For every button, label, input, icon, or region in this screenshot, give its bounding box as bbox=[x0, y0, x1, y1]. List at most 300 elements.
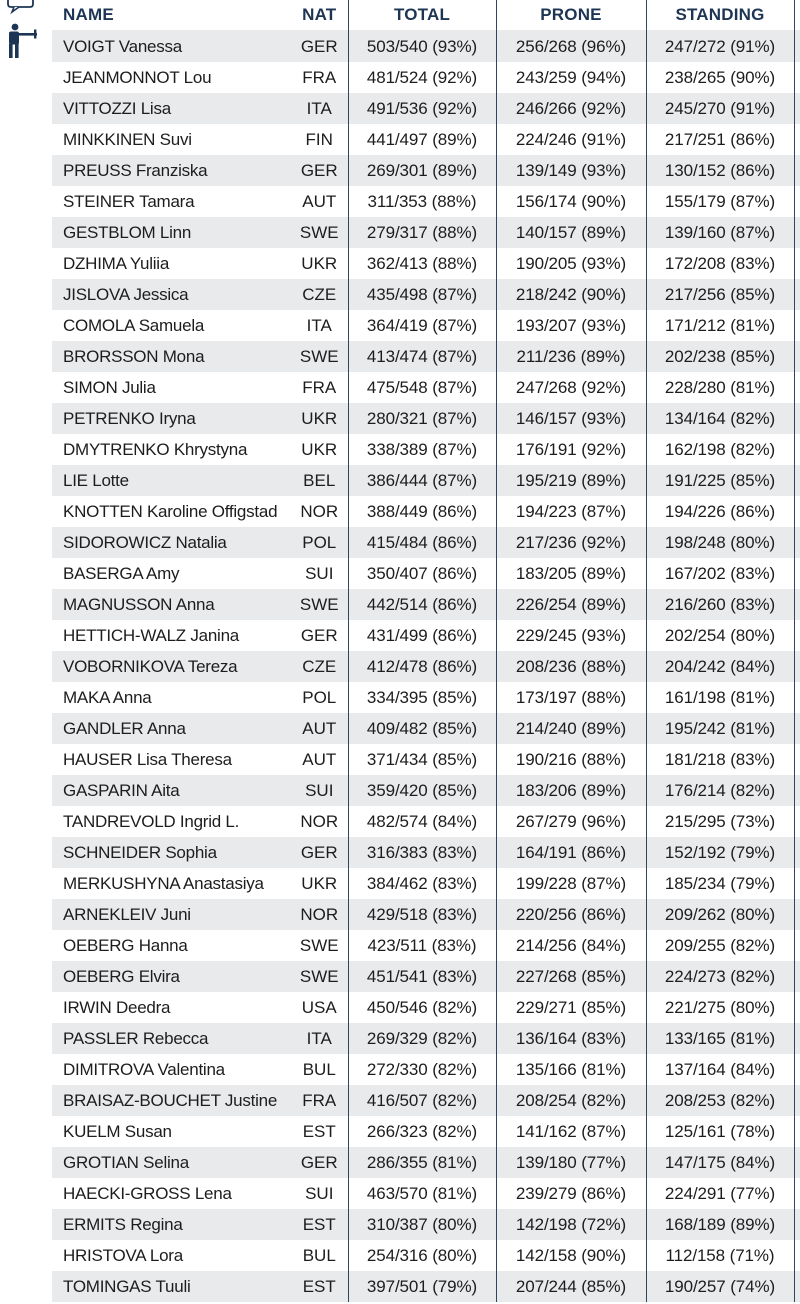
table-row bbox=[52, 1116, 800, 1147]
total-cell: 310/387 (80%) bbox=[348, 1209, 496, 1240]
athlete-name-cell: LIE Lotte bbox=[52, 465, 291, 496]
standing-cell: 202/238 (85%) bbox=[646, 341, 794, 372]
nation-cell: NOR bbox=[291, 806, 348, 837]
athlete-name-cell: COMOLA Samuela bbox=[52, 310, 291, 341]
prone-cell: 195/219 (89%) bbox=[496, 465, 646, 496]
table-row bbox=[52, 744, 800, 775]
nation-cell: SWE bbox=[291, 961, 348, 992]
nation-cell: UKR bbox=[291, 403, 348, 434]
standing-cell: 139/160 (87%) bbox=[646, 217, 794, 248]
athlete-name-cell: BRAISAZ-BOUCHET Justine bbox=[52, 1085, 291, 1116]
standing-cell: 168/189 (89%) bbox=[646, 1209, 794, 1240]
athlete-name-cell: VOBORNIKOVA Tereza bbox=[52, 651, 291, 682]
extra-cell bbox=[794, 1178, 800, 1209]
athlete-name-cell: GANDLER Anna bbox=[52, 713, 291, 744]
table-row bbox=[52, 1240, 800, 1271]
athlete-name-cell: VOIGT Vanessa bbox=[52, 30, 291, 62]
prone-cell: 214/240 (89%) bbox=[496, 713, 646, 744]
total-cell: 412/478 (86%) bbox=[348, 651, 496, 682]
extra-cell bbox=[794, 186, 800, 217]
standing-cell: 209/262 (80%) bbox=[646, 899, 794, 930]
prone-cell: 211/236 (89%) bbox=[496, 341, 646, 372]
total-cell: 316/383 (83%) bbox=[348, 837, 496, 868]
total-cell: 416/507 (82%) bbox=[348, 1085, 496, 1116]
extra-cell bbox=[794, 527, 800, 558]
standing-cell: 172/208 (83%) bbox=[646, 248, 794, 279]
prone-cell: 217/236 (92%) bbox=[496, 527, 646, 558]
table-row bbox=[52, 713, 800, 744]
nation-cell: AUT bbox=[291, 186, 348, 217]
extra-cell bbox=[794, 1209, 800, 1240]
nation-cell: CZE bbox=[291, 651, 348, 682]
prone-cell: 135/166 (81%) bbox=[496, 1054, 646, 1085]
standing-cell: 215/295 (73%) bbox=[646, 806, 794, 837]
athlete-name-cell: STEINER Tamara bbox=[52, 186, 291, 217]
extra-cell bbox=[794, 992, 800, 1023]
table-body bbox=[52, 30, 800, 1302]
table-row bbox=[52, 30, 800, 62]
standing-cell: 198/248 (80%) bbox=[646, 527, 794, 558]
table-row bbox=[52, 651, 800, 682]
table-row bbox=[52, 930, 800, 961]
nation-cell: SWE bbox=[291, 589, 348, 620]
prone-cell: 139/149 (93%) bbox=[496, 155, 646, 186]
biathlete-shooting-icon bbox=[9, 24, 37, 58]
nation-cell: SWE bbox=[291, 217, 348, 248]
athlete-name-cell: GESTBLOM Linn bbox=[52, 217, 291, 248]
prone-cell: 140/157 (89%) bbox=[496, 217, 646, 248]
table-row bbox=[52, 248, 800, 279]
table-row bbox=[52, 434, 800, 465]
athlete-name-cell: JISLOVA Jessica bbox=[52, 279, 291, 310]
table-row bbox=[52, 496, 800, 527]
nation-cell: AUT bbox=[291, 713, 348, 744]
standing-cell: 224/273 (82%) bbox=[646, 961, 794, 992]
athlete-name-cell: ERMITS Regina bbox=[52, 1209, 291, 1240]
prone-cell: 164/191 (86%) bbox=[496, 837, 646, 868]
prone-cell: 246/266 (92%) bbox=[496, 93, 646, 124]
table-row bbox=[52, 62, 800, 93]
extra-cell bbox=[794, 341, 800, 372]
column-header-nat: NAT bbox=[291, 0, 348, 30]
athlete-name-cell: PASSLER Rebecca bbox=[52, 1023, 291, 1054]
standing-cell: 194/226 (86%) bbox=[646, 496, 794, 527]
prone-cell: 227/268 (85%) bbox=[496, 961, 646, 992]
table-row bbox=[52, 806, 800, 837]
total-cell: 254/316 (80%) bbox=[348, 1240, 496, 1271]
nation-cell: NOR bbox=[291, 899, 348, 930]
athlete-name-cell: HAUSER Lisa Theresa bbox=[52, 744, 291, 775]
prone-cell: 156/174 (90%) bbox=[496, 186, 646, 217]
extra-cell bbox=[794, 1271, 800, 1302]
table-row bbox=[52, 961, 800, 992]
nation-cell: GER bbox=[291, 837, 348, 868]
table-row bbox=[52, 868, 800, 899]
prone-cell: 207/244 (85%) bbox=[496, 1271, 646, 1302]
side-icons bbox=[0, 0, 50, 60]
standing-cell: 228/280 (81%) bbox=[646, 372, 794, 403]
nation-cell: SUI bbox=[291, 1178, 348, 1209]
prone-cell: 142/158 (90%) bbox=[496, 1240, 646, 1271]
athlete-name-cell: TANDREVOLD Ingrid L. bbox=[52, 806, 291, 837]
total-cell: 269/329 (82%) bbox=[348, 1023, 496, 1054]
prone-cell: 247/268 (92%) bbox=[496, 372, 646, 403]
athlete-name-cell: HETTICH-WALZ Janina bbox=[52, 620, 291, 651]
extra-cell bbox=[794, 248, 800, 279]
standing-cell: 238/265 (90%) bbox=[646, 62, 794, 93]
athlete-name-cell: MAGNUSSON Anna bbox=[52, 589, 291, 620]
nation-cell: POL bbox=[291, 527, 348, 558]
table-row bbox=[52, 403, 800, 434]
total-cell: 463/570 (81%) bbox=[348, 1178, 496, 1209]
table-row bbox=[52, 1054, 800, 1085]
total-cell: 364/419 (87%) bbox=[348, 310, 496, 341]
prone-cell: 267/279 (96%) bbox=[496, 806, 646, 837]
total-cell: 384/462 (83%) bbox=[348, 868, 496, 899]
nation-cell: SWE bbox=[291, 341, 348, 372]
prone-cell: 208/254 (82%) bbox=[496, 1085, 646, 1116]
table-row bbox=[52, 837, 800, 868]
athlete-name-cell: OEBERG Elvira bbox=[52, 961, 291, 992]
prone-cell: 229/245 (93%) bbox=[496, 620, 646, 651]
prone-cell: 173/197 (88%) bbox=[496, 682, 646, 713]
standing-cell: 247/272 (91%) bbox=[646, 30, 794, 62]
nation-cell: EST bbox=[291, 1271, 348, 1302]
standing-cell: 125/161 (78%) bbox=[646, 1116, 794, 1147]
nation-cell: CZE bbox=[291, 279, 348, 310]
prone-cell: 142/198 (72%) bbox=[496, 1209, 646, 1240]
standing-cell: 224/291 (77%) bbox=[646, 1178, 794, 1209]
extra-cell bbox=[794, 372, 800, 403]
athlete-name-cell: BASERGA Amy bbox=[52, 558, 291, 589]
total-cell: 475/548 (87%) bbox=[348, 372, 496, 403]
prone-cell: 229/271 (85%) bbox=[496, 992, 646, 1023]
nation-cell: FIN bbox=[291, 124, 348, 155]
athlete-name-cell: GROTIAN Selina bbox=[52, 1147, 291, 1178]
total-cell: 442/514 (86%) bbox=[348, 589, 496, 620]
standing-cell: 133/165 (81%) bbox=[646, 1023, 794, 1054]
column-header-name: NAME bbox=[52, 0, 291, 30]
table-row bbox=[52, 124, 800, 155]
extra-cell bbox=[794, 279, 800, 310]
total-cell: 362/413 (88%) bbox=[348, 248, 496, 279]
athlete-name-cell: DMYTRENKO Khrystyna bbox=[52, 434, 291, 465]
extra-cell bbox=[794, 1147, 800, 1178]
extra-cell bbox=[794, 558, 800, 589]
athlete-name-cell: MINKKINEN Suvi bbox=[52, 124, 291, 155]
table-row bbox=[52, 310, 800, 341]
extra-cell bbox=[794, 310, 800, 341]
table-row bbox=[52, 899, 800, 930]
athlete-name-cell: ARNEKLEIV Juni bbox=[52, 899, 291, 930]
extra-cell bbox=[794, 1240, 800, 1271]
extra-cell bbox=[794, 496, 800, 527]
table-row bbox=[52, 620, 800, 651]
total-cell: 388/449 (86%) bbox=[348, 496, 496, 527]
nation-cell: UKR bbox=[291, 248, 348, 279]
table-row bbox=[52, 1209, 800, 1240]
extra-cell bbox=[794, 961, 800, 992]
column-header-standing: STANDING bbox=[646, 0, 794, 30]
nation-cell: GER bbox=[291, 30, 348, 62]
athlete-name-cell: GASPARIN Aita bbox=[52, 775, 291, 806]
nation-cell: GER bbox=[291, 1147, 348, 1178]
nation-cell: GER bbox=[291, 155, 348, 186]
standing-cell: 137/164 (84%) bbox=[646, 1054, 794, 1085]
prone-cell: 139/180 (77%) bbox=[496, 1147, 646, 1178]
nation-cell: UKR bbox=[291, 868, 348, 899]
total-cell: 491/536 (92%) bbox=[348, 93, 496, 124]
table-header bbox=[52, 0, 800, 30]
extra-cell bbox=[794, 589, 800, 620]
extra-cell bbox=[794, 124, 800, 155]
standing-cell: 202/254 (80%) bbox=[646, 620, 794, 651]
standing-cell: 155/179 (87%) bbox=[646, 186, 794, 217]
standing-cell: 191/225 (85%) bbox=[646, 465, 794, 496]
standing-cell: 221/275 (80%) bbox=[646, 992, 794, 1023]
athlete-name-cell: MAKA Anna bbox=[52, 682, 291, 713]
total-cell: 482/574 (84%) bbox=[348, 806, 496, 837]
athlete-name-cell: HRISTOVA Lora bbox=[52, 1240, 291, 1271]
table-row bbox=[52, 1085, 800, 1116]
standing-cell: 176/214 (82%) bbox=[646, 775, 794, 806]
table-row bbox=[52, 1023, 800, 1054]
athlete-name-cell: SIMON Julia bbox=[52, 372, 291, 403]
total-cell: 350/407 (86%) bbox=[348, 558, 496, 589]
total-cell: 386/444 (87%) bbox=[348, 465, 496, 496]
total-cell: 311/353 (88%) bbox=[348, 186, 496, 217]
column-header-extra bbox=[794, 0, 800, 30]
total-cell: 441/497 (89%) bbox=[348, 124, 496, 155]
standing-cell: 204/242 (84%) bbox=[646, 651, 794, 682]
extra-cell bbox=[794, 62, 800, 93]
extra-cell bbox=[794, 403, 800, 434]
table-row bbox=[52, 155, 800, 186]
extra-cell bbox=[794, 465, 800, 496]
total-cell: 435/498 (87%) bbox=[348, 279, 496, 310]
extra-cell bbox=[794, 713, 800, 744]
total-cell: 451/541 (83%) bbox=[348, 961, 496, 992]
nation-cell: SUI bbox=[291, 775, 348, 806]
table-row bbox=[52, 589, 800, 620]
extra-cell bbox=[794, 899, 800, 930]
nation-cell: ITA bbox=[291, 93, 348, 124]
total-cell: 266/323 (82%) bbox=[348, 1116, 496, 1147]
nation-cell: SWE bbox=[291, 930, 348, 961]
prone-cell: 199/228 (87%) bbox=[496, 868, 646, 899]
standing-cell: 245/270 (91%) bbox=[646, 93, 794, 124]
prone-cell: 256/268 (96%) bbox=[496, 30, 646, 62]
extra-cell bbox=[794, 1116, 800, 1147]
nation-cell: AUT bbox=[291, 744, 348, 775]
standing-cell: 190/257 (74%) bbox=[646, 1271, 794, 1302]
standing-cell: 217/256 (85%) bbox=[646, 279, 794, 310]
prone-cell: 218/242 (90%) bbox=[496, 279, 646, 310]
prone-cell: 183/206 (89%) bbox=[496, 775, 646, 806]
prone-cell: 239/279 (86%) bbox=[496, 1178, 646, 1209]
table-row bbox=[52, 217, 800, 248]
standing-cell: 185/234 (79%) bbox=[646, 868, 794, 899]
nation-cell: EST bbox=[291, 1116, 348, 1147]
table-row bbox=[52, 465, 800, 496]
nation-cell: FRA bbox=[291, 1085, 348, 1116]
total-cell: 431/499 (86%) bbox=[348, 620, 496, 651]
table-row bbox=[52, 93, 800, 124]
standing-cell: 167/202 (83%) bbox=[646, 558, 794, 589]
column-header-prone: PRONE bbox=[496, 0, 646, 30]
prone-cell: 146/157 (93%) bbox=[496, 403, 646, 434]
table-row bbox=[52, 558, 800, 589]
prone-cell: 141/162 (87%) bbox=[496, 1116, 646, 1147]
standing-cell: 209/255 (82%) bbox=[646, 930, 794, 961]
table-row bbox=[52, 527, 800, 558]
nation-cell: EST bbox=[291, 1209, 348, 1240]
nation-cell: GER bbox=[291, 620, 348, 651]
standing-cell: 161/198 (81%) bbox=[646, 682, 794, 713]
table-row bbox=[52, 372, 800, 403]
standing-cell: 216/260 (83%) bbox=[646, 589, 794, 620]
athlete-name-cell: PREUSS Franziska bbox=[52, 155, 291, 186]
extra-cell bbox=[794, 682, 800, 713]
extra-cell bbox=[794, 775, 800, 806]
side-icon-svg bbox=[0, 0, 46, 60]
total-cell: 359/420 (85%) bbox=[348, 775, 496, 806]
table-row bbox=[52, 341, 800, 372]
athlete-name-cell: VITTOZZI Lisa bbox=[52, 93, 291, 124]
extra-cell bbox=[794, 434, 800, 465]
standing-cell: 195/242 (81%) bbox=[646, 713, 794, 744]
extra-cell bbox=[794, 868, 800, 899]
total-cell: 371/434 (85%) bbox=[348, 744, 496, 775]
athlete-name-cell: BRORSSON Mona bbox=[52, 341, 291, 372]
standing-cell: 134/164 (82%) bbox=[646, 403, 794, 434]
athlete-name-cell: SCHNEIDER Sophia bbox=[52, 837, 291, 868]
athlete-name-cell: SIDOROWICZ Natalia bbox=[52, 527, 291, 558]
nation-cell: BUL bbox=[291, 1240, 348, 1271]
extra-cell bbox=[794, 744, 800, 775]
extra-cell bbox=[794, 1023, 800, 1054]
total-cell: 272/330 (82%) bbox=[348, 1054, 496, 1085]
athlete-name-cell: DZHIMA Yuliia bbox=[52, 248, 291, 279]
nation-cell: NOR bbox=[291, 496, 348, 527]
nation-cell: ITA bbox=[291, 1023, 348, 1054]
table-row bbox=[52, 775, 800, 806]
table-row bbox=[52, 992, 800, 1023]
standing-cell: 171/212 (81%) bbox=[646, 310, 794, 341]
athlete-name-cell: OEBERG Hanna bbox=[52, 930, 291, 961]
total-cell: 286/355 (81%) bbox=[348, 1147, 496, 1178]
athlete-name-cell: JEANMONNOT Lou bbox=[52, 62, 291, 93]
total-cell: 481/524 (92%) bbox=[348, 62, 496, 93]
standing-cell: 112/158 (71%) bbox=[646, 1240, 794, 1271]
prone-cell: 176/191 (92%) bbox=[496, 434, 646, 465]
table-row bbox=[52, 1178, 800, 1209]
prone-cell: 214/256 (84%) bbox=[496, 930, 646, 961]
header-row bbox=[52, 0, 800, 30]
total-cell: 429/518 (83%) bbox=[348, 899, 496, 930]
total-cell: 269/301 (89%) bbox=[348, 155, 496, 186]
prone-cell: 243/259 (94%) bbox=[496, 62, 646, 93]
nation-cell: BEL bbox=[291, 465, 348, 496]
prone-cell: 220/256 (86%) bbox=[496, 899, 646, 930]
nation-cell: ITA bbox=[291, 310, 348, 341]
total-cell: 280/321 (87%) bbox=[348, 403, 496, 434]
athlete-name-cell: DIMITROVA Valentina bbox=[52, 1054, 291, 1085]
extra-cell bbox=[794, 837, 800, 868]
athlete-name-cell: PETRENKO Iryna bbox=[52, 403, 291, 434]
table-row bbox=[52, 279, 800, 310]
standing-cell: 162/198 (82%) bbox=[646, 434, 794, 465]
prone-cell: 193/207 (93%) bbox=[496, 310, 646, 341]
standing-cell: 130/152 (86%) bbox=[646, 155, 794, 186]
total-cell: 415/484 (86%) bbox=[348, 527, 496, 558]
table-row bbox=[52, 1147, 800, 1178]
athlete-name-cell: KNOTTEN Karoline Offigstad bbox=[52, 496, 291, 527]
comment-icon bbox=[8, 0, 33, 12]
extra-cell bbox=[794, 30, 800, 62]
table-row bbox=[52, 682, 800, 713]
standing-cell: 152/192 (79%) bbox=[646, 837, 794, 868]
extra-cell bbox=[794, 620, 800, 651]
extra-cell bbox=[794, 93, 800, 124]
prone-cell: 226/254 (89%) bbox=[496, 589, 646, 620]
prone-cell: 208/236 (88%) bbox=[496, 651, 646, 682]
prone-cell: 136/164 (83%) bbox=[496, 1023, 646, 1054]
column-header-total: TOTAL bbox=[348, 0, 496, 30]
athlete-name-cell: HAECKI-GROSS Lena bbox=[52, 1178, 291, 1209]
nation-cell: POL bbox=[291, 682, 348, 713]
prone-cell: 194/223 (87%) bbox=[496, 496, 646, 527]
table-row bbox=[52, 1271, 800, 1302]
athlete-name-cell: KUELM Susan bbox=[52, 1116, 291, 1147]
total-cell: 279/317 (88%) bbox=[348, 217, 496, 248]
extra-cell bbox=[794, 1085, 800, 1116]
extra-cell bbox=[794, 217, 800, 248]
athlete-name-cell: IRWIN Deedra bbox=[52, 992, 291, 1023]
table-row bbox=[52, 186, 800, 217]
total-cell: 423/511 (83%) bbox=[348, 930, 496, 961]
prone-cell: 190/216 (88%) bbox=[496, 744, 646, 775]
extra-cell bbox=[794, 155, 800, 186]
nation-cell: BUL bbox=[291, 1054, 348, 1085]
extra-cell bbox=[794, 930, 800, 961]
nation-cell: FRA bbox=[291, 372, 348, 403]
total-cell: 334/395 (85%) bbox=[348, 682, 496, 713]
nation-cell: SUI bbox=[291, 558, 348, 589]
standing-cell: 147/175 (84%) bbox=[646, 1147, 794, 1178]
total-cell: 397/501 (79%) bbox=[348, 1271, 496, 1302]
nation-cell: UKR bbox=[291, 434, 348, 465]
extra-cell bbox=[794, 806, 800, 837]
standing-cell: 217/251 (86%) bbox=[646, 124, 794, 155]
nation-cell: FRA bbox=[291, 62, 348, 93]
athlete-name-cell: TOMINGAS Tuuli bbox=[52, 1271, 291, 1302]
nation-cell: USA bbox=[291, 992, 348, 1023]
prone-cell: 224/246 (91%) bbox=[496, 124, 646, 155]
prone-cell: 190/205 (93%) bbox=[496, 248, 646, 279]
total-cell: 413/474 (87%) bbox=[348, 341, 496, 372]
total-cell: 338/389 (87%) bbox=[348, 434, 496, 465]
total-cell: 450/546 (82%) bbox=[348, 992, 496, 1023]
athlete-name-cell: MERKUSHYNA Anastasiya bbox=[52, 868, 291, 899]
extra-cell bbox=[794, 651, 800, 682]
total-cell: 409/482 (85%) bbox=[348, 713, 496, 744]
standing-cell: 208/253 (82%) bbox=[646, 1085, 794, 1116]
extra-cell bbox=[794, 1054, 800, 1085]
standing-cell: 181/218 (83%) bbox=[646, 744, 794, 775]
prone-cell: 183/205 (89%) bbox=[496, 558, 646, 589]
results-table-wrap bbox=[52, 0, 800, 1302]
